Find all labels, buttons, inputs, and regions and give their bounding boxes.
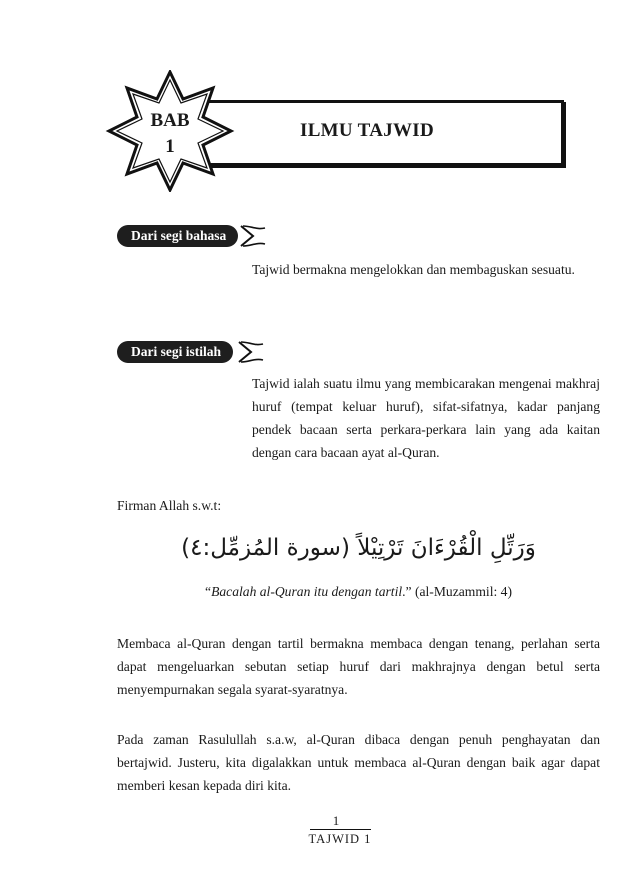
bab-word: BAB bbox=[150, 110, 190, 131]
paragraph: Membaca al-Quran dengan tartil bermakna membaca dengan tenang, perlahan serta dapat mengeluarkan sebutan setiap huruf dari makhrajnya dengan betul serta menyempurnakan segala syarat-syaratnya. bbox=[117, 636, 600, 697]
chapter-title: ILMU TAJWID bbox=[300, 120, 435, 141]
definition-istilah: Tajwid ialah suatu ilmu yang membicarakan mengenai makhraj huruf (tempat keluar huruf), sifat-sifatnya, kadar panjang pendek bacaan serta perkara-perkara lain yang ada kaitan dengan cara bacaan ayat al-Quran. bbox=[252, 376, 600, 460]
page-number: 1 bbox=[332, 813, 340, 828]
definition-bahasa: Tajwid bermakna mengelokkan dan membaguskan sesuatu. bbox=[252, 262, 575, 277]
bab-number: 1 bbox=[165, 136, 175, 157]
translation-reference: .” (al-Muzammil: 4) bbox=[402, 584, 512, 599]
verse-translation bbox=[117, 584, 600, 600]
quote-open: “ bbox=[205, 584, 212, 599]
hook-arrow-icon bbox=[239, 222, 267, 250]
quran-verse: وَرَتِّلِ الْقُرْءَانَ تَرْتِيْلاً (سورة المُزمِّل:٤) bbox=[181, 535, 536, 561]
paragraph: Pada zaman Rasulullah s.a.w, al-Quran dibaca dengan penuh penghayatan dan bertajwid. Justeru, kita digalakkan untuk membaca al-Quran dengan baik agar dapat memberi kesan kepada diri kita. bbox=[117, 732, 600, 793]
footer-label: TAJWID 1 bbox=[308, 832, 372, 846]
firman-heading: Firman Allah s.w.t: bbox=[117, 498, 222, 513]
chapter-badge bbox=[138, 108, 202, 160]
footer-divider bbox=[310, 829, 371, 830]
hook-arrow-icon bbox=[237, 338, 265, 366]
translation-italic: Bacalah al-Quran itu dengan tartil bbox=[211, 584, 403, 599]
tag-label: Dari segi istilah bbox=[117, 341, 233, 363]
tag-label: Dari segi bahasa bbox=[117, 225, 238, 247]
